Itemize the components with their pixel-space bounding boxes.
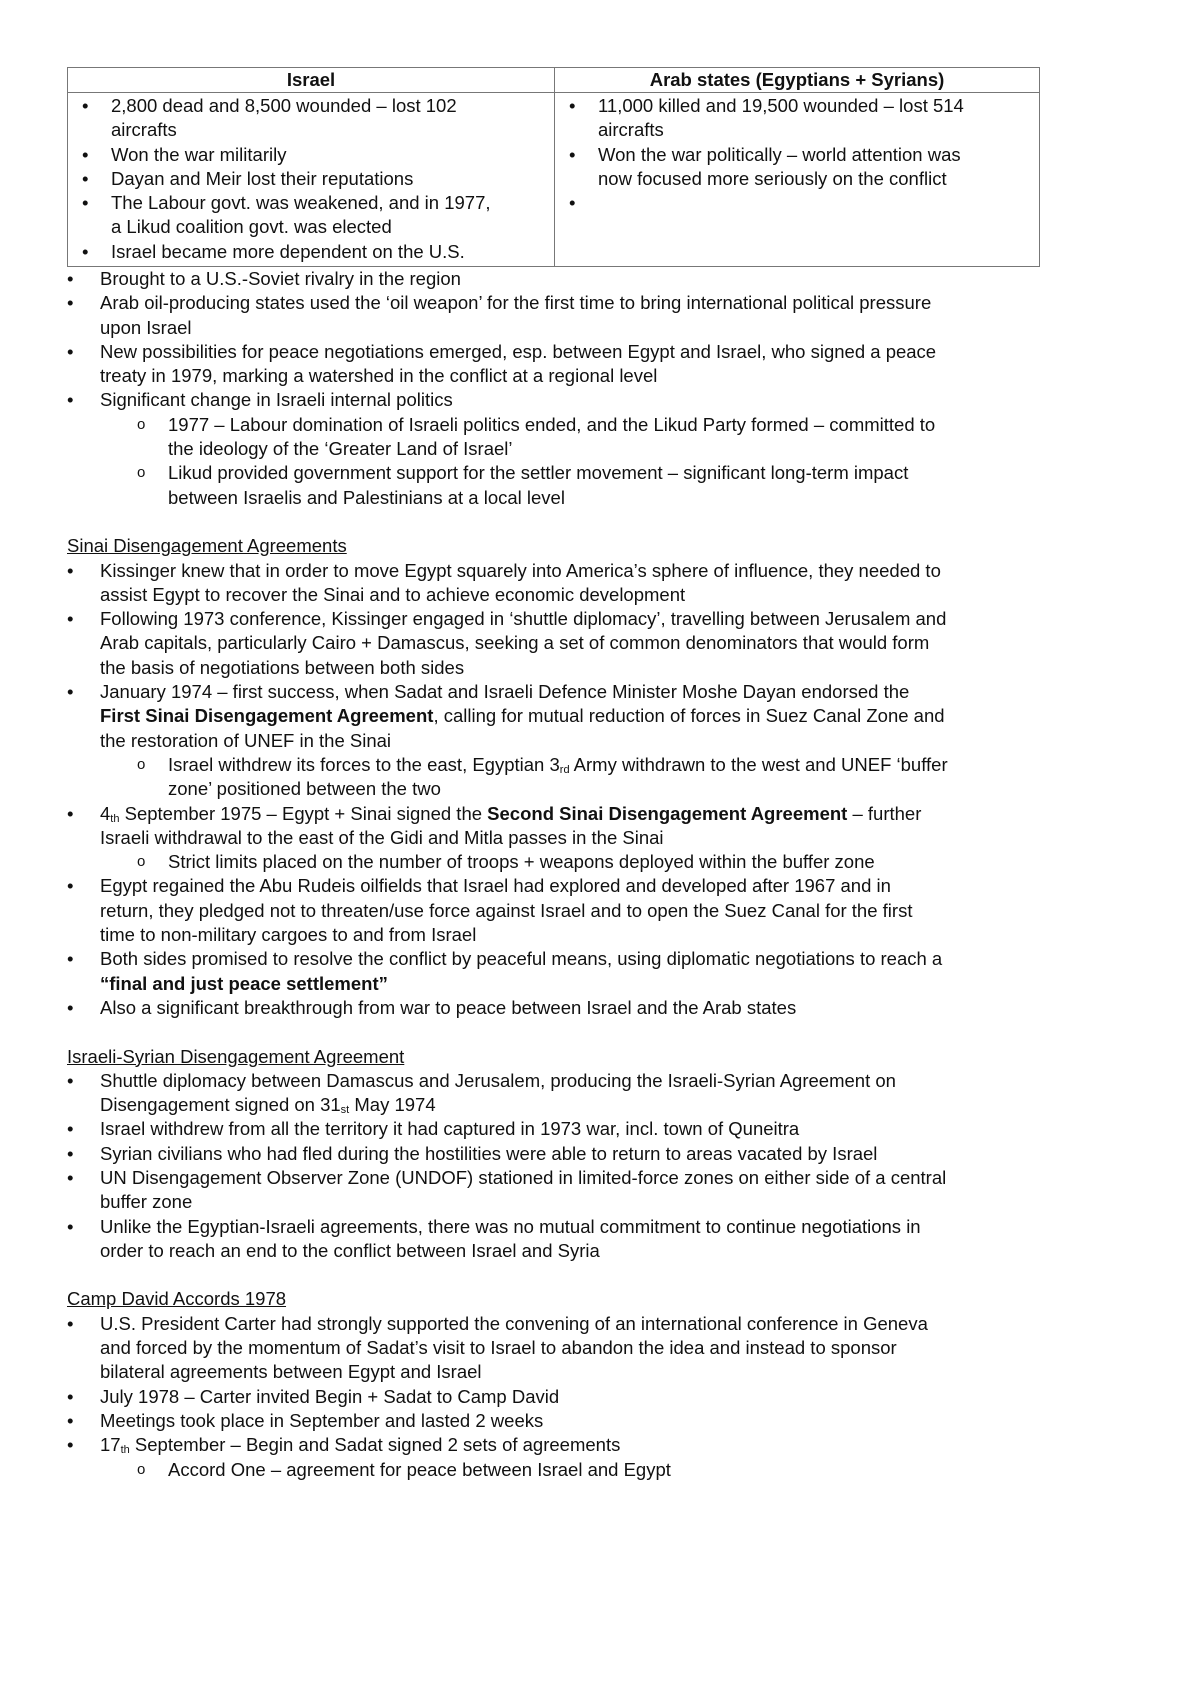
text: 17 bbox=[100, 1434, 121, 1456]
bullet-icon: • bbox=[67, 608, 74, 630]
bullet-line bbox=[67, 1239, 1067, 1263]
sub-bullet-line bbox=[67, 777, 1067, 801]
bold-text: “final and just peace settlement” bbox=[100, 972, 388, 994]
ordinal-suffix: rd bbox=[559, 763, 570, 776]
bullet-line bbox=[67, 364, 1067, 388]
bullet-line bbox=[67, 607, 1067, 631]
text: treaty in 1979, marking a watershed in the conflict at a regional level bbox=[100, 365, 658, 387]
bullet-line bbox=[67, 388, 1067, 412]
bullet-icon: • bbox=[82, 192, 89, 214]
header-israel: Israel bbox=[68, 68, 555, 93]
bullet-line bbox=[67, 1142, 1067, 1166]
text: 1977 – Labour domination of Israeli politics ended, and the Likud Party formed – committed to bbox=[168, 413, 936, 435]
bullet-icon: • bbox=[67, 1385, 74, 1407]
bullet-line bbox=[67, 316, 1067, 340]
bullet-line bbox=[67, 899, 1067, 923]
bullet-line bbox=[67, 656, 1067, 680]
table-bullet-line bbox=[68, 215, 554, 239]
bullet-line bbox=[67, 1117, 1067, 1141]
bullet-line bbox=[67, 1093, 1067, 1117]
text: Arab capitals, particularly Cairo + Damascus, seeking a set of common denominators that would form bbox=[100, 632, 930, 654]
text: assist Egypt to recover the Sinai and to achieve economic development bbox=[100, 583, 686, 605]
text: Unlike the Egyptian-Israeli agreements, there was no mutual commitment to continue negotiations in bbox=[100, 1215, 921, 1237]
bullet-icon: • bbox=[82, 240, 89, 262]
text: Significant change in Israeli internal politics bbox=[100, 389, 453, 411]
bullet-icon: • bbox=[67, 802, 74, 824]
bullet-line bbox=[67, 291, 1067, 315]
text: order to reach an end to the conflict between Israel and Syria bbox=[100, 1239, 600, 1261]
bullet-icon: • bbox=[67, 1409, 74, 1431]
text: Following 1973 conference, Kissinger engaged in ‘shuttle diplomacy’, travelling between Jerusalem and bbox=[100, 608, 947, 630]
bullet-line bbox=[67, 559, 1067, 583]
bullet-line bbox=[67, 1433, 1067, 1457]
bullet-icon: • bbox=[67, 996, 74, 1018]
bullet-icon: • bbox=[569, 192, 576, 214]
text: time to non-military cargoes to and from Israel bbox=[100, 924, 477, 946]
text: Israel withdrew its forces to the east, Egyptian 3 bbox=[168, 753, 560, 775]
sub-bullet-line bbox=[67, 413, 1067, 437]
bullet-line bbox=[67, 923, 1067, 947]
text: return, they pledged not to threaten/use force against Israel and to open the Suez Canal for the first bbox=[100, 899, 913, 921]
text: 4 bbox=[100, 802, 111, 824]
bullet-icon: • bbox=[67, 1069, 74, 1091]
text: Israeli-Syrian Disengagement Agreement bbox=[67, 1045, 405, 1067]
bullet-icon: • bbox=[67, 559, 74, 581]
text: May 1974 bbox=[349, 1094, 436, 1116]
bullet-icon: • bbox=[67, 1118, 74, 1140]
text: January 1974 – first success, when Sadat and Israeli Defence Minister Moshe Dayan endorsed the bbox=[100, 681, 910, 703]
bullet-icon: • bbox=[569, 143, 576, 165]
table-bullet-line bbox=[555, 167, 1039, 191]
text: , calling for mutual reduction of forces in Suez Canal Zone and bbox=[433, 705, 945, 727]
table-bullet-line bbox=[68, 143, 554, 167]
table-bullet-line bbox=[68, 240, 554, 264]
bullet-icon: • bbox=[67, 681, 74, 703]
bullet-line bbox=[67, 267, 1067, 291]
bullet-line bbox=[67, 583, 1067, 607]
text: zone’ positioned between the two bbox=[168, 778, 441, 800]
text: New possibilities for peace negotiations emerged, esp. between Egypt and Israel, who signed a peace bbox=[100, 340, 937, 362]
text: Israel withdrew from all the territory it had captured in 1973 war, incl. town of Quneitra bbox=[100, 1118, 800, 1140]
bullet-text: now focused more seriously on the conflict bbox=[598, 167, 947, 189]
bullet-icon: • bbox=[67, 268, 74, 289]
bullet-line bbox=[67, 704, 1067, 728]
ordinal-suffix: st bbox=[340, 1104, 350, 1117]
table-bullet-line bbox=[68, 118, 554, 142]
bullet-icon: • bbox=[67, 948, 74, 970]
bullet-icon: • bbox=[67, 1166, 74, 1188]
bullet-line bbox=[67, 1409, 1067, 1433]
text: Meetings took place in September and lasted 2 weeks bbox=[100, 1409, 544, 1431]
text: UN Disengagement Observer Zone (UNDOF) stationed in limited-force zones on either side of a central bbox=[100, 1166, 947, 1188]
text: U.S. President Carter had strongly supported the convening of an international conference in Geneva bbox=[100, 1312, 928, 1334]
text: Arab oil-producing states used the ‘oil weapon’ for the first time to bring international political pressure bbox=[100, 292, 932, 314]
text: Egypt regained the Abu Rudeis oilfields that Israel had explored and developed after 1967 and in bbox=[100, 875, 891, 897]
text: Strict limits placed on the number of troops + weapons deployed within the buffer zone bbox=[168, 851, 875, 873]
text: September 1975 – Egypt + Sinai signed the bbox=[119, 802, 488, 824]
bullet-icon: o bbox=[137, 755, 146, 773]
bullet-line bbox=[67, 729, 1067, 753]
bullet-icon: • bbox=[82, 143, 89, 165]
notes-body bbox=[67, 267, 1067, 1482]
bullet-line bbox=[67, 996, 1067, 1020]
bullet-line bbox=[67, 1069, 1067, 1093]
bullet-icon: • bbox=[82, 95, 89, 116]
text: Army withdrawn to the west and UNEF ‘buffer bbox=[569, 753, 948, 775]
bullet-line bbox=[67, 1385, 1067, 1409]
bullet-text: The Labour govt. was weakened, and in 1977, bbox=[111, 192, 491, 214]
sub-bullet-line bbox=[67, 850, 1067, 874]
israel-cell bbox=[68, 93, 555, 267]
bullet-icon: o bbox=[137, 1460, 146, 1478]
bullet-text: 11,000 killed and 19,500 wounded – lost 514 bbox=[598, 95, 964, 116]
bullet-icon: • bbox=[569, 95, 576, 116]
bullet-line bbox=[67, 680, 1067, 704]
bullet-line bbox=[67, 1312, 1067, 1336]
bullet-line bbox=[67, 874, 1067, 898]
sub-bullet-line bbox=[67, 461, 1067, 485]
text: Syrian civilians who had fled during the hostilities were able to return to areas vacated by Israel bbox=[100, 1142, 878, 1164]
text: Israeli withdrawal to the east of the Gidi and Mitla passes in the Sinai bbox=[100, 826, 664, 848]
bullet-line bbox=[67, 947, 1067, 971]
bullet-icon: • bbox=[67, 1142, 74, 1164]
text: the restoration of UNEF in the Sinai bbox=[100, 729, 392, 751]
text: Likud provided government support for the settler movement – significant long-term impact bbox=[168, 462, 909, 484]
bold-text: First Sinai Disengagement Agreement bbox=[100, 705, 434, 727]
bullet-icon: • bbox=[67, 340, 74, 362]
header-arab-states: Arab states (Egyptians + Syrians) bbox=[555, 68, 1040, 93]
text: September – Begin and Sadat signed 2 sets of agreements bbox=[129, 1434, 621, 1456]
spacer bbox=[67, 1020, 1067, 1044]
sub-bullet-line bbox=[67, 486, 1067, 510]
bullet-icon: • bbox=[67, 292, 74, 314]
text: Accord One – agreement for peace between Israel and Egypt bbox=[168, 1458, 671, 1480]
bullet-text: Israel became more dependent on the U.S. bbox=[111, 240, 465, 262]
bullet-line bbox=[67, 1190, 1067, 1214]
bullet-line bbox=[67, 631, 1067, 655]
bullet-line bbox=[67, 802, 1067, 826]
text: Kissinger knew that in order to move Egypt squarely into America’s sphere of influence, they needed to bbox=[100, 559, 941, 581]
bullet-line bbox=[67, 972, 1067, 996]
bullet-text: Won the war politically – world attention was bbox=[598, 143, 961, 165]
table-bullet-line bbox=[68, 167, 554, 191]
section-heading bbox=[67, 534, 1067, 558]
bullet-icon: • bbox=[67, 875, 74, 897]
table-bullet-line bbox=[68, 94, 554, 118]
bullet-icon: • bbox=[67, 389, 74, 411]
comparison-table bbox=[67, 67, 1040, 267]
text: buffer zone bbox=[100, 1191, 193, 1213]
bullet-text: a Likud coalition govt. was elected bbox=[111, 216, 392, 238]
text: Sinai Disengagement Agreements bbox=[67, 535, 347, 557]
spacer bbox=[67, 510, 1067, 534]
section-heading bbox=[67, 1045, 1067, 1069]
table-bullet-line bbox=[68, 191, 554, 215]
ordinal-suffix: th bbox=[110, 812, 120, 825]
section-heading bbox=[67, 1287, 1067, 1311]
bullet-icon: • bbox=[67, 1215, 74, 1237]
text: and forced by the momentum of Sadat’s visit to Israel to abandon the idea and instead to sponsor bbox=[100, 1337, 897, 1359]
table-bullet-line bbox=[555, 143, 1039, 167]
text: Camp David Accords 1978 bbox=[67, 1288, 287, 1310]
bullet-line bbox=[67, 1336, 1067, 1360]
ordinal-suffix: th bbox=[120, 1444, 130, 1457]
table-bullet-line bbox=[555, 118, 1039, 142]
table-bullet-line bbox=[555, 94, 1039, 118]
text: Both sides promised to resolve the conflict by peaceful means, using diplomatic negotiations to reach a bbox=[100, 948, 943, 970]
text: Brought to a U.S.-Soviet rivalry in the region bbox=[100, 268, 461, 289]
bullet-line bbox=[67, 1360, 1067, 1384]
text: – further bbox=[847, 802, 922, 824]
sub-bullet-line bbox=[67, 1458, 1067, 1482]
text: upon Israel bbox=[100, 316, 192, 338]
text: Disengagement signed on 31 bbox=[100, 1094, 341, 1116]
bullet-line bbox=[67, 826, 1067, 850]
text: bilateral agreements between Egypt and Israel bbox=[100, 1361, 482, 1383]
bullet-text: 2,800 dead and 8,500 wounded – lost 102 bbox=[111, 95, 457, 116]
text: the basis of negotiations between both sides bbox=[100, 656, 465, 678]
bullet-text: Dayan and Meir lost their reputations bbox=[111, 167, 414, 189]
sub-bullet-line bbox=[67, 753, 1067, 777]
bullet-icon: o bbox=[137, 415, 146, 433]
text: the ideology of the ‘Greater Land of Israel’ bbox=[168, 438, 513, 460]
bullet-icon: • bbox=[82, 167, 89, 189]
arab-states-cell bbox=[555, 93, 1040, 267]
bullet-line bbox=[67, 340, 1067, 364]
bullet-icon: • bbox=[67, 1312, 74, 1334]
bullet-line bbox=[67, 1166, 1067, 1190]
bullet-icon: o bbox=[137, 464, 146, 482]
bold-text: Second Sinai Disengagement Agreement bbox=[487, 802, 848, 824]
text: Shuttle diplomacy between Damascus and Jerusalem, producing the Israeli-Syrian Agreement on bbox=[100, 1069, 896, 1091]
bullet-line bbox=[67, 1215, 1067, 1239]
spacer bbox=[67, 1263, 1067, 1287]
bullet-text: aircrafts bbox=[111, 119, 177, 141]
bullet-icon: o bbox=[137, 853, 146, 871]
bullet-text: aircrafts bbox=[598, 119, 664, 141]
text: Also a significant breakthrough from war to peace between Israel and the Arab states bbox=[100, 996, 797, 1018]
bullet-text: Won the war militarily bbox=[111, 143, 287, 165]
bullet-icon: • bbox=[67, 1434, 74, 1456]
text: between Israelis and Palestinians at a local level bbox=[168, 486, 565, 508]
table-bullet-line bbox=[555, 191, 1039, 215]
text: July 1978 – Carter invited Begin + Sadat to Camp David bbox=[100, 1385, 560, 1407]
sub-bullet-line bbox=[67, 437, 1067, 461]
